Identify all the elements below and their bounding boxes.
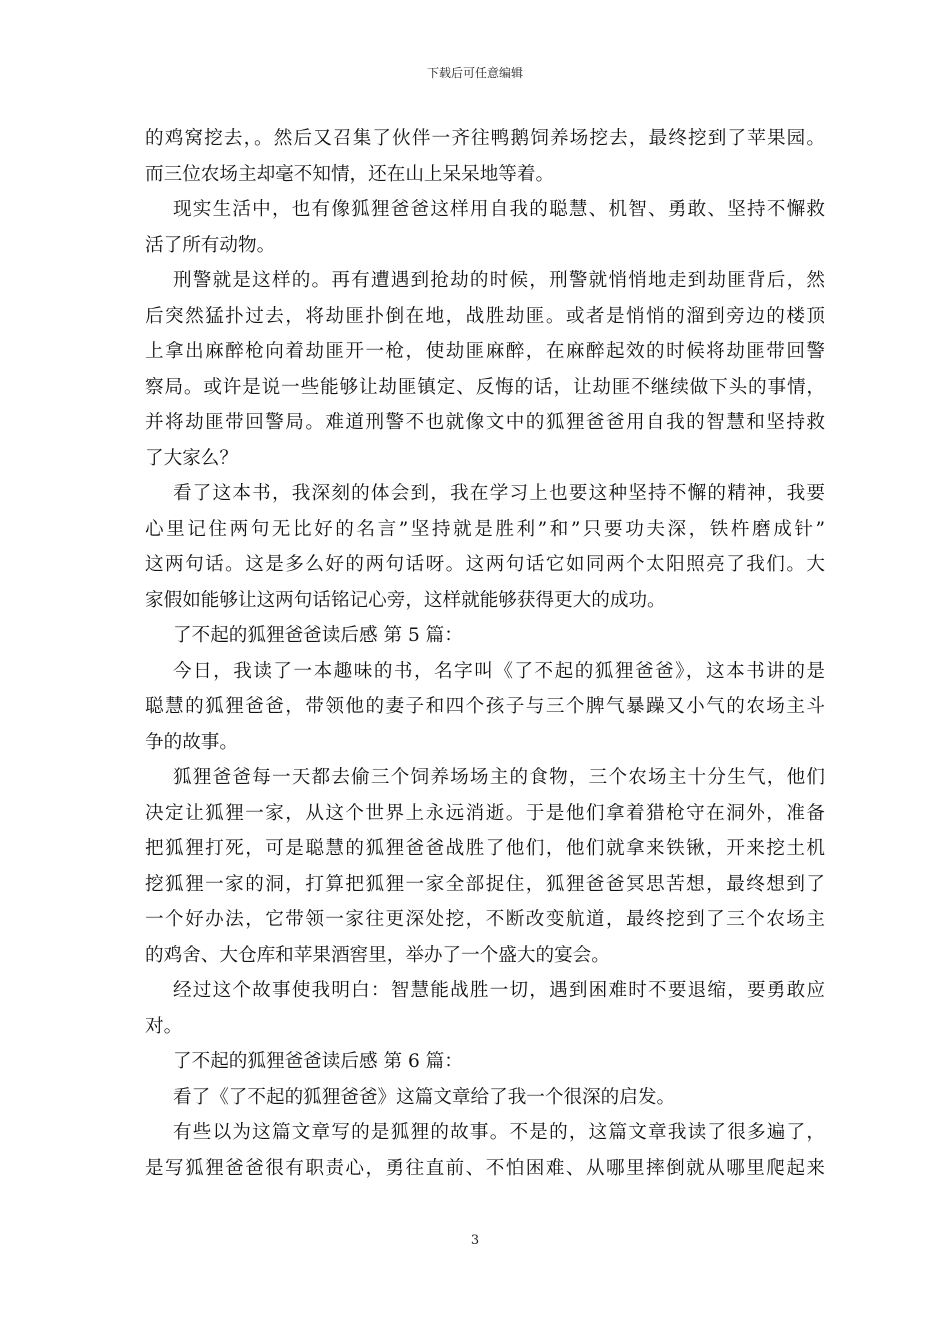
text-line: 狐狸爸爸每一天都去偷三个饲养场场主的食物，三个农场主十分生气，他们 (173, 767, 825, 788)
text-line: 挖狐狸一家的洞，打算把狐狸一家全部捉住，狐狸爸爸冥思苦想，最终想到了 (145, 873, 825, 895)
text-line: 决定让狐狸一家，从这个世界上永远消逝。于是他们拿着猎枪守在洞外，准备 (145, 802, 825, 824)
text-line: 是写狐狸爸爸很有职责心，勇往直前、不怕困难、从哪里摔倒就从哪里爬起来 (145, 1157, 825, 1179)
text-line: 争的故事。 (145, 731, 238, 753)
text-line: 聪慧的狐狸爸爸，带领他的妻子和四个孩子与三个脾气暴躁又小气的农场主斗 (145, 696, 825, 717)
document-body (145, 121, 825, 1186)
section-heading: 了不起的狐狸爸爸读后感 第 6 篇： (173, 1051, 463, 1072)
text-line: 把狐狸打死，可是聪慧的狐狸爸爸战胜了他们，他们就拿来铁锹，开来挖土机 (145, 838, 825, 859)
text-line: 对。 (145, 1015, 183, 1037)
text-line: 经过这个故事使我明白：智慧能战胜一切，遇到困难时不要退缩，要勇敢应 (173, 980, 825, 1001)
text-line: 并将劫匪带回警局。难道刑警不也就像文中的狐狸爸爸用自我的智慧和坚持救 (145, 412, 825, 433)
text-line: 看了这本书，我深刻的体会到，我在学习上也要这种坚持不懈的精神，我要 (173, 483, 825, 504)
text-line: 看了《了不起的狐狸爸爸》这篇文章给了我一个很深的启发。 (173, 1086, 676, 1108)
text-line: 刑警就是这样的。再有遭遇到抢劫的时候，刑警就悄悄地走到劫匪背后，然 (173, 270, 825, 291)
text-line: 上拿出麻醉枪向着劫匪开一枪，使劫匪麻醉，在麻醉起效的时候将劫匪带回警 (145, 341, 825, 362)
text-line: 心里记住两句无比好的名言”坚持就是胜利”和”只要功夫深，铁杵磨成针” (145, 518, 825, 540)
text-line: 有些以为这篇文章写的是狐狸的故事。不是的，这篇文章我读了很多遍了， (173, 1122, 825, 1143)
text-line: 后突然猛扑过去，将劫匪扑倒在地，战胜劫匪。或者是悄悄的溜到旁边的楼顶 (145, 305, 825, 327)
text-line: 一个好办法，它带领一家往更深处挖，不断改变航道，最终挖到了三个农场主 (145, 909, 825, 930)
text-line: 了大家么？ (145, 447, 238, 469)
page-header: 下载后可任意编辑 (426, 66, 523, 80)
text-line: 的鸡窝挖去，。然后又召集了伙伴一齐往鸭鹅饲养场挖去，最终挖到了苹果园。 (145, 128, 825, 149)
text-line: 察局。或许是说一些能够让劫匪镇定、反悔的话，让劫匪不继续做下头的事情， (145, 376, 825, 398)
text-line: 而三位农场主却毫不知情，还在山上呆呆地等着。 (145, 163, 555, 185)
text-line: 的鸡舍、大仓库和苹果酒窖里，举办了一个盛大的宴会。 (145, 944, 610, 966)
text-line: 现实生活中，也有像狐狸爸爸这样用自我的聪慧、机智、勇敢、坚持不懈救 (173, 199, 825, 220)
text-line: 今日，我读了一本趣味的书，名字叫《了不起的狐狸爸爸》，这本书讲的是 (173, 660, 825, 682)
section-heading: 了不起的狐狸爸爸读后感 第 5 篇： (173, 625, 463, 646)
page-number: 3 (470, 1233, 480, 1248)
text-line: 活了所有动物。 (145, 234, 276, 256)
text-line: 家假如能够让这两句话铭记心旁，这样就能够获得更大的成功。 (145, 589, 666, 611)
text-line: 这两句话。这是多么好的两句话呀。这两句话它如同两个太阳照亮了我们。大 (145, 554, 825, 575)
